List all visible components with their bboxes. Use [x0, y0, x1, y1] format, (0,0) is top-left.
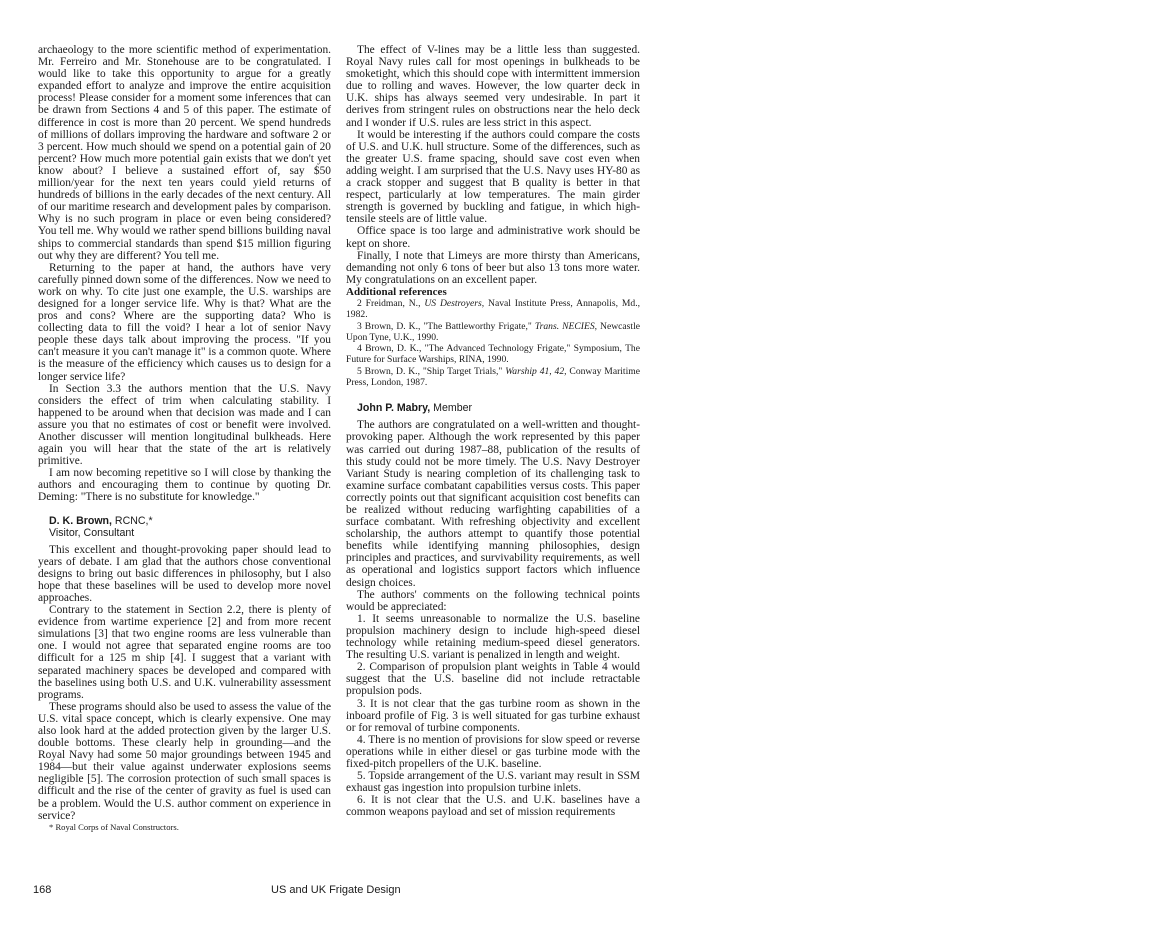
paragraph: 4. There is no mention of provisions for slow speed or reverse operations while in either diesel or gas turbine mode with the fixed-pitch propellers of the U.K. baseline. [346, 733, 640, 770]
discusser-title: Member [430, 402, 472, 415]
paragraph: These programs should also be used to assess the value of the U.S. vital space concept, which is clearly expensive. One may also look hard at the added protection given by the larger U.S. double bottoms. These clearly help in grounding—and the Royal Navy had some 50 major groundings between 1945 and 1984—but their value against underwater explosions seems negligible [5]. The corrosion protection of such small spaces is difficult and the rise of the center of gravity as fuel is used can be a problem. Would the U.S. author comment on experience in service? [38, 700, 331, 822]
running-title: US and UK Frigate Design [271, 884, 401, 896]
discusser-byline-brown [38, 515, 331, 539]
reference-item: 5 Brown, D. K., "Ship Target Trials," Warship 41, 42, Conway Maritime Press, London, 1987. [346, 365, 640, 389]
paragraph: 5. Topside arrangement of the U.S. variant may result in SSM exhaust gas ingestion into propulsion turbine inlets. [346, 770, 640, 795]
paragraph: Returning to the paper at hand, the authors have very carefully pinned down some of the differences. Now we need to work on why. To cite just one example, the U.S. warships are designed for a longer service life. Why is that? What are the pros and cons? Where are the supporting data? Who is collecting data to fill the void? I hear a lot of senior Navy people these days talk about improving the process. "If you can't measure it you can't manage it" is a common quote. Where is the measure of the efficiency which causes us to design for a longer service life? [38, 261, 331, 383]
paragraph: In Section 3.3 the authors mention that the U.S. Navy considers the effect of trim when calculating stability. I happened to be around when that decision was made and I can assure you that no estimates of cost or benefit were involved. Another discusser will mention longitudinal bulkheads. Here again you will hear that the state of the art is relatively primitive. [38, 382, 331, 468]
discusser-name: D. K. Brown, [49, 514, 112, 527]
paragraph: 1. It seems unreasonable to normalize the U.S. baseline propulsion machinery design to include high-speed diesel technology while retaining medium-speed diesel generators. The resulting U.S. variant is penalized in length and weight. [346, 612, 640, 662]
paragraph: 6. It is not clear that the U.S. and U.K. baselines have a common weapons payload and set of mission requirements [346, 794, 640, 819]
footnote: * Royal Corps of Naval Constructors. [49, 821, 179, 832]
paragraph: The authors' comments on the following technical points would be appreciated: [346, 588, 640, 613]
left-column [38, 44, 331, 832]
paragraph: It would be interesting if the authors could compare the costs of U.S. and U.K. hull structure. Some of the differences, such as the greater U.S. frame spacing, should save cost even when adding weight. I am surprised that the U.S. Navy uses HY-80 as a crack stopper and suggest that B quality is better in that respect, particularly at low temperatures. The main girder strength is governed by buckling and fatigue, in which high-tensile steels are of little value. [346, 128, 640, 226]
page-number: 168 [33, 884, 52, 896]
paragraph: Office space is too large and administrative work should be kept on shore. [346, 225, 640, 250]
right-column [346, 44, 640, 818]
reference-item: 3 Brown, D. K., "The Battleworthy Frigate," Trans. NECIES, Newcastle Upon Tyne, U.K., 1990. [346, 320, 640, 343]
paragraph: 3. It is not clear that the gas turbine room as shown in the inboard profile of Fig. 3 is well situated for gas turbine exhaust or for removal of turbine components. [346, 697, 640, 734]
paragraph: 2. Comparison of propulsion plant weights in Table 4 would suggest that the U.S. baseline did not include retractable propulsion pods. [346, 661, 640, 698]
reference-list [346, 298, 640, 388]
paragraph: The effect of V-lines may be a little less than suggested. Royal Navy rules call for most openings in bulkheads to be smoketight, which this should cope with intermittent immersion due to rolling and waves. However, the low quarter deck in U.K. ships has always seemed very undesirable. In part it derives from stringent rules on obstructions near the helo deck and I wonder if U.S. rules are less strict in this aspect. [346, 44, 640, 129]
paragraph: This excellent and thought-provoking paper should lead to years of debate. I am glad that the authors chose conventional designs to bring out basic differences in philosophy, but I also hope that these baselines will be used to develop more novel approaches. [38, 543, 331, 604]
paragraph: archaeology to the more scientific method of experimentation. Mr. Ferreiro and Mr. Stonehouse are to be congratulated. I would like to take this opportunity to argue for a greatly expanded effort to analyze and improve the entire acquisition process! Please consider for a moment some inferences that can be drawn from Sections 4 and 5 of this paper. The estimate of difference in cost is more than 20 percent. We spend hundreds of millions of dollars improving the hardware and software 2 or 3 percent. How much should we spend on a potential gain of 20 percent? How much more potential gain exists that we don't yet know about? I believe a sustained effort of, say $50 million/year for the next ten years could yield returns of hundreds of billions in the early decades of the next century. All of our maritime research and development pales by comparison. Why is no such program in place or even being considered? You tell me. Why would we rather spend billions building naval ships to commercial standards than spend $15 million figuring out why they are different? You tell me. [38, 44, 331, 262]
reference-item: 2 Freidman, N., US Destroyers, Naval Institute Press, Annapolis, Md., 1982. [346, 297, 640, 321]
paragraph: Finally, I note that Limeys are more thirsty than Americans, demanding not only 6 tons of beer but also 13 tons more water. My congratulations on an excellent paper. [346, 249, 640, 286]
paragraph: Contrary to the statement in Section 2.2, there is plenty of evidence from wartime experience [2] and from more recent simulations [3] that two engine rooms are less vulnerable than one. I would not agree that separated engine rooms are too difficult for a 125 m ship [4]. I suggest that a variant with separated machinery spaces be developed and compared with the baselines using both U.S. and U.K. vulnerability assessment programs. [38, 604, 331, 701]
discusser-title: RCNC,* [111, 514, 153, 527]
discusser-name: John P. Mabry, [357, 402, 431, 415]
paragraph: I am now becoming repetitive so I will close by thanking the authors and encouraging them to continue by quoting Dr. Deming: "There is no substitute for knowledge." [38, 467, 331, 504]
discusser-affiliation: Visitor, Consultant [49, 526, 135, 539]
section-heading: Additional references [346, 285, 447, 298]
reference-item: 4 Brown, D. K., "The Advanced Technology Frigate," Symposium, The Future for Surface Warships, RINA, 1990. [346, 343, 640, 366]
paragraph: The authors are congratulated on a well-written and thought-provoking paper. Although the work represented by this paper was carried out during 1987–88, publication of the results of this study could not be more timely. The U.S. Navy Destroyer Variant Study is nearing completion of its challenging task to examine surface combatant capabilities versus costs. This paper correctly points out that significant acquisition cost benefits can be realized without reducing warfighting capabilities of a surface combatant. With refreshing objectivity and excellent scholarship, the authors attempt to quantify those potential benefits while identifying manning philosophies, design principles and practices, and survivability requirements, as well as operational and logistics support factors which influence design choices. [346, 419, 640, 589]
discusser-byline-mabry [346, 402, 640, 414]
